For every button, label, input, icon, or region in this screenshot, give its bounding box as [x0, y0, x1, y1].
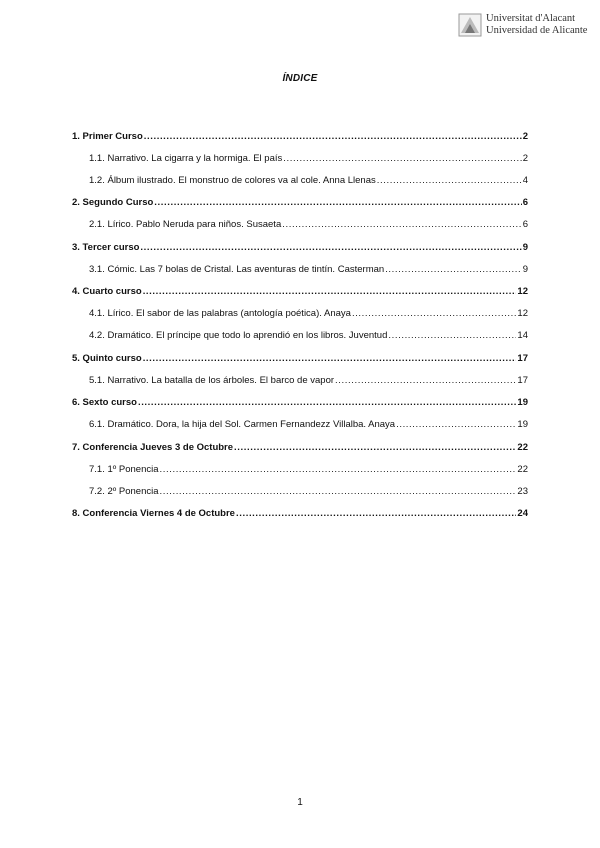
toc-dot-leader [154, 197, 521, 209]
toc-section-entry[interactable] [72, 276, 528, 299]
toc-subsection-entry[interactable] [72, 365, 528, 387]
toc-dot-leader [335, 375, 516, 387]
toc-entry-page-number: 14 [517, 330, 528, 341]
toc-dot-leader [234, 442, 516, 454]
toc-dot-leader [143, 353, 517, 365]
toc-entry-label: 8. Conferencia Viernes 4 de Octubre [72, 508, 235, 519]
toc-entry-page-number: 12 [517, 308, 528, 319]
toc-entry-label: 7.2. 2º Ponencia [89, 485, 159, 497]
toc-subsection-entry[interactable] [72, 143, 528, 165]
toc-entry-label: 3.1. Cómic. Las 7 bolas de Cristal. Las aventuras de tintín. Casterman [89, 263, 385, 275]
toc-dot-leader [282, 219, 521, 231]
table-of-contents [72, 120, 528, 520]
toc-subsection-entry[interactable] [72, 209, 528, 231]
toc-entry-page-number: 22 [517, 441, 528, 453]
toc-section-entry[interactable] [72, 431, 528, 454]
logo-line-1: Universitat d'Alacant [486, 13, 576, 24]
university-emblem-icon [458, 13, 482, 37]
toc-entry-label: 5. Quinto curso [72, 352, 142, 364]
toc-entry-page-number: 23 [517, 485, 528, 497]
toc-entry-label: 4.2. Dramático. El príncipe que todo lo aprendió en los libros. Juventud [89, 330, 388, 341]
toc-entry-label: 5.1. Narrativo. La batalla de los árboles. El barco de vapor [89, 374, 335, 386]
toc-section-entry[interactable] [72, 187, 528, 210]
toc-entry-page-number: 24 [517, 508, 528, 519]
toc-entry-page-number: 19 [517, 397, 528, 408]
toc-subsection-entry[interactable] [72, 165, 528, 187]
toc-section-entry[interactable] [72, 498, 528, 521]
toc-subsection-entry[interactable] [72, 409, 528, 431]
toc-entry-label: 7.1. 1º Ponencia [89, 463, 159, 475]
toc-entry-page-number: 2 [522, 130, 528, 142]
page-title: ÍNDICE [282, 73, 318, 84]
toc-entry-page-number: 9 [522, 263, 528, 275]
toc-entry-label: 2. Segundo Curso [72, 197, 154, 208]
toc-entry-page-number: 17 [517, 352, 528, 364]
toc-entry-label: 4. Cuarto curso [72, 286, 142, 297]
toc-entry-label: 1. Primer Curso [72, 130, 143, 142]
toc-entry-label: 1.2. Álbum ilustrado. El monstruo de colores va al cole. Anna Llenas [89, 174, 376, 186]
toc-entry-page-number: 6 [522, 219, 528, 230]
toc-entry-page-number: 22 [517, 463, 528, 475]
toc-dot-leader [377, 175, 522, 187]
toc-dot-leader [160, 486, 517, 498]
toc-dot-leader [396, 419, 516, 431]
toc-entry-page-number: 12 [517, 286, 528, 297]
toc-dot-leader [138, 397, 516, 409]
page-number: 1 [297, 797, 303, 808]
toc-entry-page-number: 19 [517, 419, 528, 430]
toc-section-entry[interactable] [72, 120, 528, 143]
toc-section-entry[interactable] [72, 342, 528, 365]
toc-entry-label: 1.1. Narrativo. La cigarra y la hormiga. El país [89, 152, 283, 164]
toc-dot-leader [385, 264, 522, 276]
toc-dot-leader [352, 308, 516, 320]
toc-entry-page-number: 9 [522, 241, 528, 253]
university-logo [458, 8, 592, 42]
toc-entry-label: 6.1. Dramático. Dora, la hija del Sol. Carmen Fernandezz Villalba. Anaya [89, 419, 396, 430]
toc-dot-leader [388, 330, 516, 342]
logo-text [486, 13, 587, 37]
toc-subsection-entry[interactable] [72, 476, 528, 498]
toc-entry-label: 6. Sexto curso [72, 397, 137, 408]
toc-subsection-entry[interactable] [72, 454, 528, 476]
toc-dot-leader [283, 153, 521, 165]
toc-subsection-entry[interactable] [72, 254, 528, 276]
toc-subsection-entry[interactable] [72, 298, 528, 320]
toc-subsection-entry[interactable] [72, 320, 528, 342]
toc-entry-page-number: 6 [522, 197, 528, 208]
toc-section-entry[interactable] [72, 231, 528, 254]
logo-line-2: Universidad de Alicante [486, 25, 588, 36]
toc-entry-page-number: 4 [522, 174, 528, 186]
toc-dot-leader [236, 508, 516, 520]
toc-entry-label: 2.1. Lírico. Pablo Neruda para niños. Susaeta [89, 219, 282, 230]
toc-dot-leader [140, 242, 521, 254]
toc-entry-label: 3. Tercer curso [72, 241, 140, 253]
toc-entry-page-number: 2 [522, 152, 528, 164]
toc-section-entry[interactable] [72, 387, 528, 410]
toc-entry-page-number: 17 [517, 374, 528, 386]
toc-entry-label: 7. Conferencia Jueves 3 de Octubre [72, 441, 234, 453]
toc-dot-leader [143, 286, 517, 298]
toc-dot-leader [144, 131, 522, 143]
toc-dot-leader [160, 464, 517, 476]
toc-entry-label: 4.1. Lírico. El sabor de las palabras (antología poética). Anaya [89, 308, 351, 319]
